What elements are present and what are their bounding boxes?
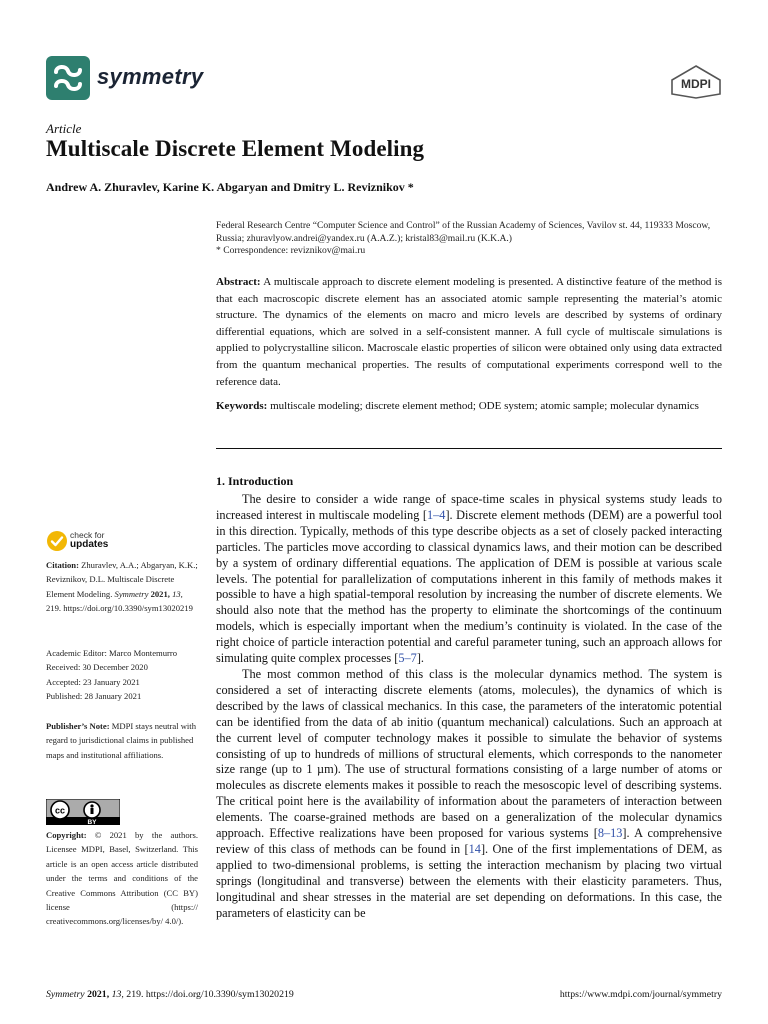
svg-text:BY: BY [87,819,97,825]
check-for-updates-button[interactable]: check for updates [70,530,109,550]
publication-dates [46,646,198,704]
footer-citation: Symmetry 2021, 13, 219. https://doi.org/10.3390/sym13020219 [46,989,294,1000]
citation-link[interactable]: 1–4 [426,507,446,522]
journal-logo-icon [46,56,90,100]
publisher-name: MDPI [681,77,711,91]
paragraph: The most common method of this class is the molecular dynamics method. The system is considered a set of interacting discrete elements (atoms, molecules), the dynamics of which is described by the laws of classical mechanics. In this case, the parameters of the interatomic potential can be identified from the data of ab initio (quantum mechanical) calculations. Such an approach at the current level of computer technology makes it possible to simulate the behavior of systems consisting of up to hundreds of millions of structural elements, which corresponds to the nanometer size range (up to 1 µm). The use of structural formations consisting of a large number of atoms or molecules as discrete elements makes it possible to reach the mesoscopic level of describing systems. The critical point here is the availability of information about the parameters of interaction between elements. The coarse-grained methods are based on a generalization of the molecular dynamics approach. Effective realizations have been proposed for various systems [8–13]. A comprehensive review of this class of methods can be found in [14]. One of the first implementations of DEM, as applied to two-dimensional problems, is setting the interaction mechanism by placing two virtual springs (longitudinal and transverse) between the elements with their elasticity parameters. Thus, longitudinal and shear stresses in the material are set depending on deformations. In this case, the parameters of elasticity can be [216,666,722,920]
article-type: Article [46,121,82,136]
academic-editor: Academic Editor: Marco Montemurro [46,648,178,658]
correspondence: * Correspondence: reviznikov@mai.ru [216,245,366,256]
article-title: Multiscale Discrete Element Modeling [46,136,425,161]
author-list: Andrew A. Zhuravlev, Karine K. Abgaryan and Dmitry L. Reviznikov * [46,180,414,194]
section-heading: 1. Introduction [216,474,294,488]
citation-link[interactable]: 8–13 [597,826,623,841]
publisher-note: Publisher’s Note: MDPI stays neutral with regard to jurisdictional claims in published maps and institutional affiliations. [46,721,196,760]
footer-journal-url[interactable]: https://www.mdpi.com/journal/symmetry [559,989,722,1000]
check-for-updates-icon[interactable] [46,530,68,552]
keywords-text: multiscale modeling; discrete element method; ODE system; atomic sample; molecular dynamics [270,400,699,412]
abstract-text: A multiscale approach to discrete element modeling is presented. A distinctive feature of the method is that each macroscopic discrete element has an associated atomic sample representing the material’s atomic structure. The dynamics of the elements on macro and micro levels are described by systems of ordinary differential equations, which are solved in a self-consistent manner. A full cycle of multiscale simulations is applied to polycrystalline silicon. Macroscale elastic properties of silicon were obtained only using data extracted from the quantum mechanical properties. The results of computational experiments correspond well to the reference data. [216,276,722,388]
keywords-label: Keywords: [216,400,268,412]
abstract [216,274,722,390]
introduction-body [216,492,722,921]
copyright-notice: Copyright: © 2021 by the authors. Licensee MDPI, Basel, Switzerland. This article is an open access article distributed under the terms and conditions of the Creative Commons Attribution (CC BY) license (https:// creativecommons.org/licenses/by/ 4.0/). [46,830,198,927]
mdpi-logo-icon[interactable] [670,64,722,100]
svg-text:cc: cc [54,805,66,816]
published-date: Published: 28 January 2021 [46,691,142,702]
keywords [216,398,722,415]
affiliation: Federal Research Centre “Computer Science and Control” of the Russian Academy of Sciences, Vavilov st. 44, 119333 Moscow, Russia; zhuravlyow.andrei@yandex.ru (A.A.Z.); kristal83@mail.ru (K.K.A.) [216,220,711,244]
received-date: Received: 30 December 2020 [46,662,148,673]
citation-link[interactable]: 5–7 [398,651,417,666]
citation-block: Citation: Zhuravlev, A.A.; Abgaryan, K.K.; Reviznikov, D.L. Multiscale Discrete Element Modeling. Symmetry 2021, 13, 219. https://doi.org/10.3390/sym13020219 [46,560,198,614]
cc-by-license-icon[interactable] [46,799,120,825]
abstract-label: Abstract: [216,276,261,288]
citation-link[interactable]: 14 [468,841,481,856]
section-divider [216,448,722,449]
paragraph: The desire to consider a wide range of space-time scales in physical systems study leads to increased interest in multiscale modeling [1–4]. Discrete element methods (DEM) are a powerful tool in this direction. Typically, methods of this type describe objects as a set of closely packed interacting particles. The particles move according to classical dynamics laws, and their motion can be described by a system of ordinary differential equations. The application of DEM is possible at various scale levels. The potential for parallelization of computations inherent in this family of methods makes it possible to have a high spatial-temporal resolution by increasing the number of discrete elements. We should also note that the method has the property to eliminate the shortcomings of the continuum models, which is especially important when the medium’s continuity is violated. In the case of the right choice of particle interaction potential and careful parameter tuning, such an approach allows for simulating quite complex processes [5–7]. [216,492,723,666]
journal-name: symmetry [97,64,204,89]
accepted-date: Accepted: 23 January 2021 [46,676,140,687]
